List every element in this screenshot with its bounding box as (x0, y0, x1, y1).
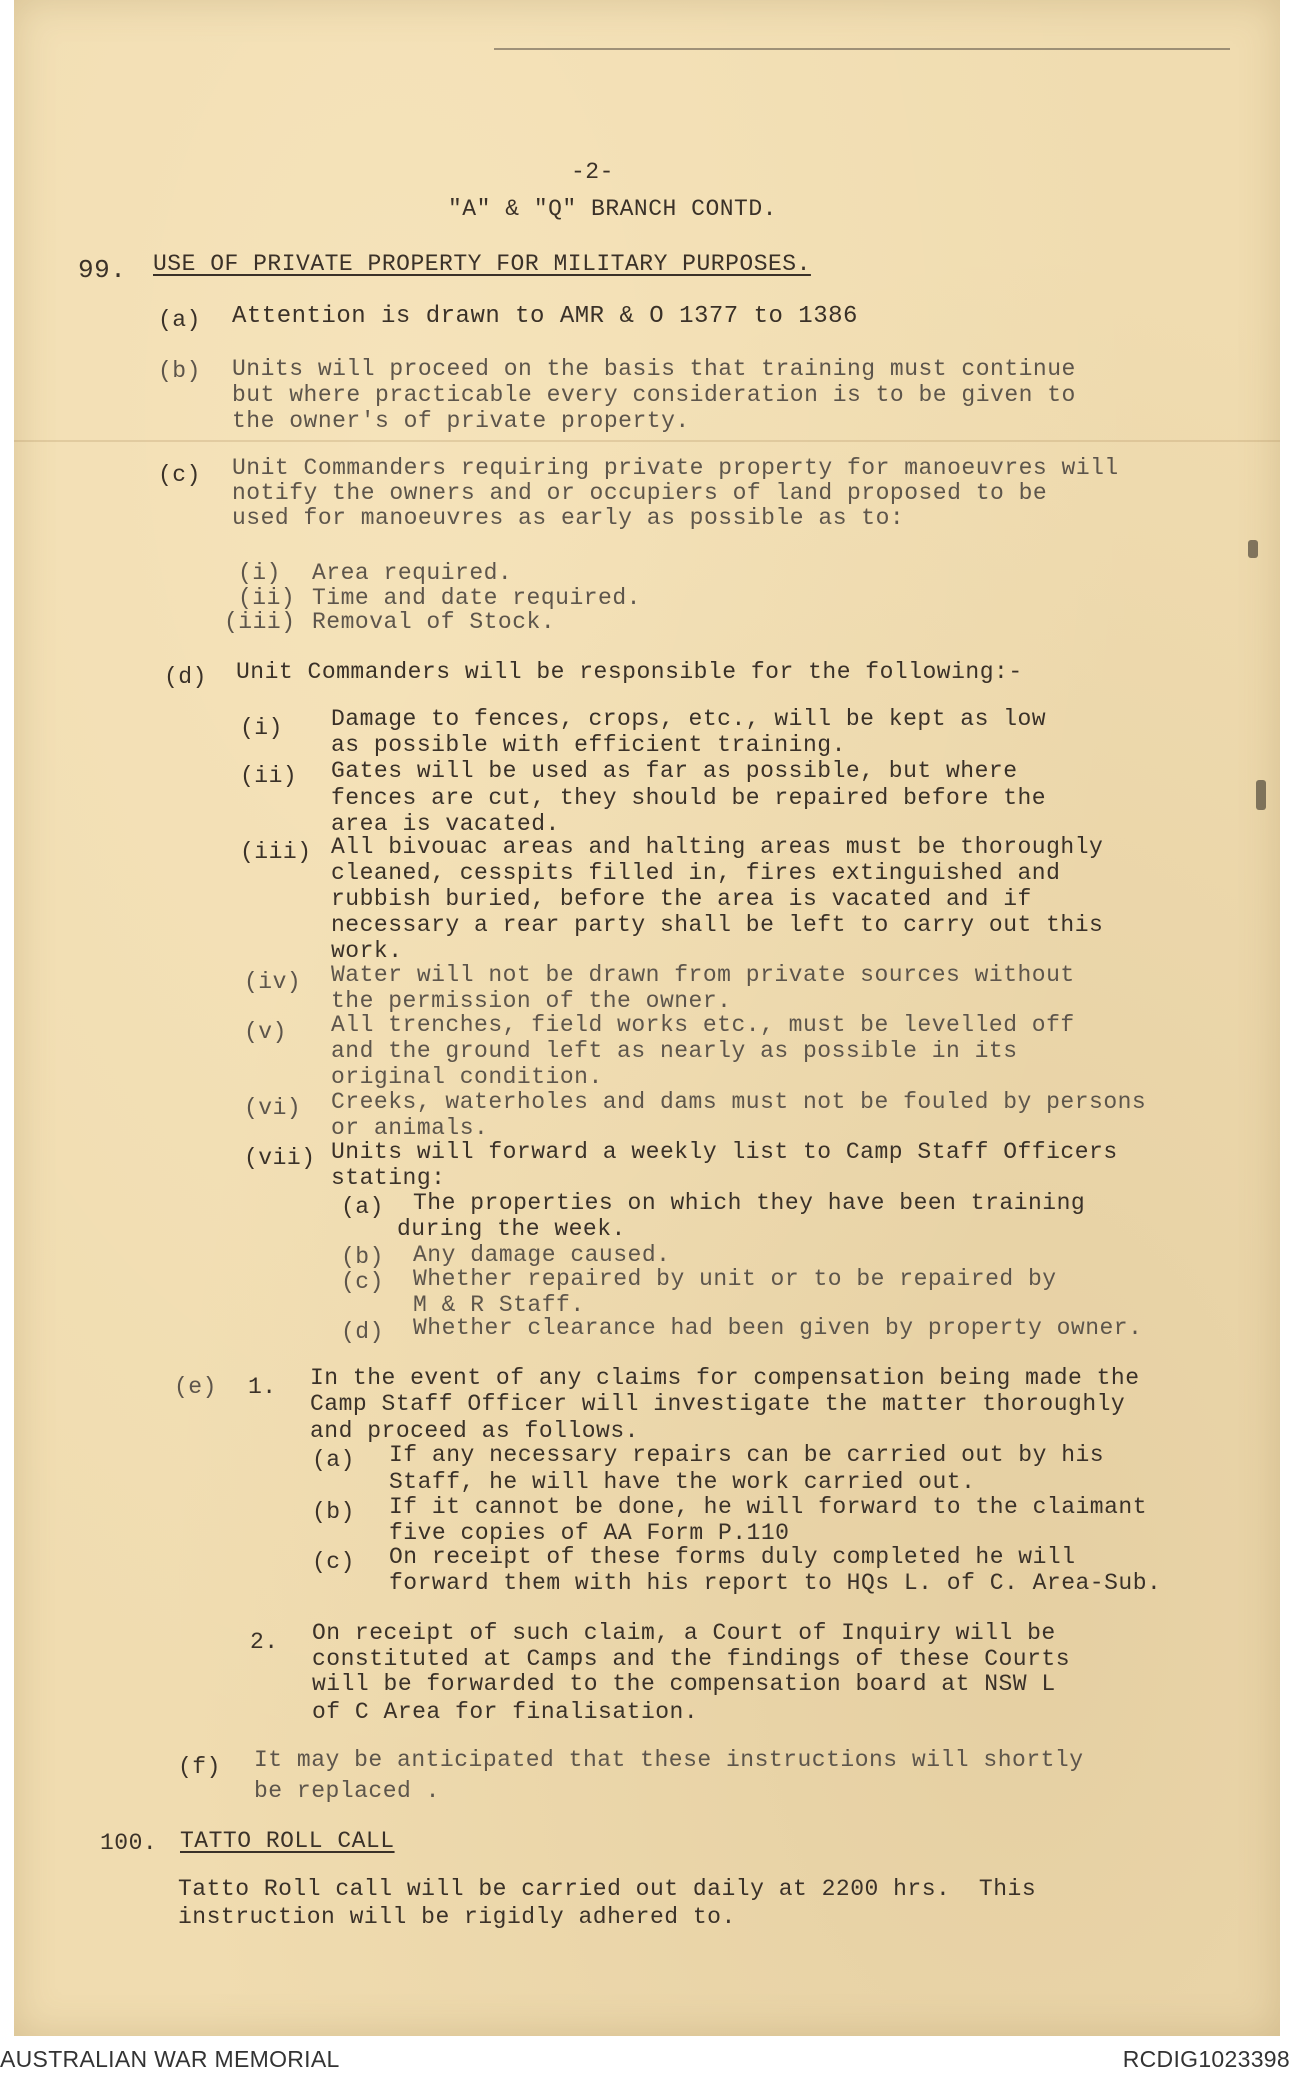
sublist-line: M & R Staff. (413, 1292, 585, 1318)
list-line: Creeks, waterholes and dams must not be fouled by persons (331, 1089, 1147, 1115)
list-label: (iii) (224, 609, 296, 635)
para-line: Tatto Roll call will be carried out daily at 2200 hrs. This (178, 1876, 1037, 1902)
sublist-label: (d) (341, 1319, 384, 1345)
para-line: used for manoeuvres as early as possible as to: (232, 505, 905, 531)
sublist-line: Whether clearance had been given by property owner. (413, 1315, 1143, 1341)
para-line: notify the owners and or occupiers of land proposed to be (232, 480, 1048, 506)
list-line: forward them with his report to HQs L. of C. Area-Sub. (389, 1570, 1162, 1596)
list-label: (iii) (240, 839, 312, 865)
sublist-label: (c) (341, 1269, 384, 1295)
list-line: Units will forward a weekly list to Camp Staff Officers (331, 1139, 1118, 1165)
para-line: but where practicable every consideration is to be given to (232, 382, 1076, 408)
list-line: as possible with efficient training. (331, 732, 846, 758)
para-line: Units will proceed on the basis that training must continue (232, 356, 1076, 382)
sublist-label: (b) (341, 1244, 384, 1270)
list-label: (b) (312, 1499, 355, 1525)
page-number: -2- (571, 159, 614, 185)
staple-hole (1256, 780, 1266, 810)
list-label: (v) (244, 1019, 287, 1045)
para-line: the owner's of private property. (232, 408, 690, 434)
list-label: (iv) (244, 969, 302, 995)
list-label: (vi) (244, 1095, 302, 1121)
para-label: (b) (158, 358, 201, 384)
list-line: work. (331, 938, 403, 964)
para-line: It may be anticipated that these instructions will shortly (254, 1747, 1084, 1773)
list-label: (vii) (244, 1145, 316, 1171)
para-text: Attention is drawn to AMR & O 1377 to 1386 (232, 303, 858, 330)
section-number: 100. (100, 1830, 158, 1856)
para-number: 1. (248, 1374, 277, 1400)
list-text: Time and date required. (312, 585, 641, 611)
list-line: Water will not be drawn from private sources without (331, 962, 1075, 988)
list-line: All trenches, field works etc., must be levelled off (331, 1012, 1075, 1038)
list-line: Damage to fences, crops, etc., will be kept as low (331, 706, 1047, 732)
footer-credit: AUSTRALIAN WAR MEMORIAL (0, 2046, 340, 2072)
para-label: (c) (158, 462, 201, 488)
list-line: fences are cut, they should be repaired before the (331, 785, 1047, 811)
para-line: instruction will be rigidly adhered to. (178, 1904, 736, 1930)
staple-hole (1248, 540, 1258, 558)
para-line: Camp Staff Officer will investigate the matter thoroughly (310, 1391, 1126, 1417)
list-line: stating: (331, 1165, 446, 1191)
para-line: Unit Commanders requiring private property for manoeuvres will (232, 455, 1119, 481)
list-label: (c) (312, 1549, 355, 1575)
list-line: five copies of AA Form P.110 (389, 1520, 790, 1546)
section-title: TATTO ROLL CALL (180, 1828, 395, 1854)
para-line: of C Area for finalisation. (312, 1699, 699, 1725)
para-text: Unit Commanders will be responsible for the following:- (236, 659, 1023, 685)
list-line: Staff, he will have the work carried out. (389, 1469, 976, 1495)
list-line: Gates will be used as far as possible, but where (331, 758, 1018, 784)
list-text: Removal of Stock. (312, 609, 556, 635)
section-number: 99. (78, 255, 127, 285)
list-line: On receipt of these forms duly completed he will (389, 1544, 1076, 1570)
branch-heading: "A" & "Q" BRANCH CONTD. (448, 196, 777, 222)
paper-fold (14, 440, 1280, 442)
sublist-line: during the week. (397, 1216, 626, 1242)
list-line: necessary a rear party shall be left to carry out this (331, 912, 1104, 938)
list-line: If any necessary repairs can be carried out by his (389, 1442, 1105, 1468)
list-line: the permission of the owner. (331, 988, 732, 1014)
para-label: (a) (158, 307, 201, 333)
sublist-line: The properties on which they have been training (413, 1190, 1086, 1216)
list-line: All bivouac areas and halting areas must be thoroughly (331, 834, 1104, 860)
sublist-line: Any damage caused. (413, 1242, 671, 1268)
para-line: In the event of any claims for compensation being made the (310, 1365, 1140, 1391)
list-label: (a) (312, 1447, 355, 1473)
para-label: (e) (174, 1374, 217, 1400)
section-title: USE OF PRIVATE PROPERTY FOR MILITARY PURPOSES. (153, 251, 811, 277)
para-line: be replaced . (254, 1778, 440, 1804)
list-line: and the ground left as nearly as possible in its (331, 1038, 1018, 1064)
para-number: 2. (250, 1629, 279, 1655)
sublist-line: Whether repaired by unit or to be repaired by (413, 1266, 1057, 1292)
para-line: constituted at Camps and the findings of these Courts (312, 1646, 1071, 1672)
para-line: On receipt of such claim, a Court of Inquiry will be (312, 1620, 1056, 1646)
list-line: area is vacated. (331, 811, 560, 837)
list-line: If it cannot be done, he will forward to the claimant (389, 1494, 1148, 1520)
list-label: (i) (238, 560, 281, 586)
list-label: (ii) (238, 585, 296, 611)
list-line: cleaned, cesspits filled in, fires extinguished and (331, 860, 1061, 886)
list-line: rubbish buried, before the area is vacated and if (331, 886, 1032, 912)
top-smudge-line (494, 48, 1230, 50)
sublist-label: (a) (341, 1194, 384, 1220)
list-label: (ii) (240, 763, 298, 789)
list-line: or animals. (331, 1115, 489, 1141)
para-line: and proceed as follows. (310, 1418, 639, 1444)
list-text: Area required. (312, 560, 513, 586)
footer-id: RCDIG1023398 (1122, 2046, 1290, 2072)
list-label: (i) (240, 715, 283, 741)
para-label: (d) (164, 664, 207, 690)
para-line: will be forwarded to the compensation board at NSW L (312, 1671, 1056, 1697)
list-line: original condition. (331, 1064, 603, 1090)
para-label: (f) (178, 1754, 221, 1780)
